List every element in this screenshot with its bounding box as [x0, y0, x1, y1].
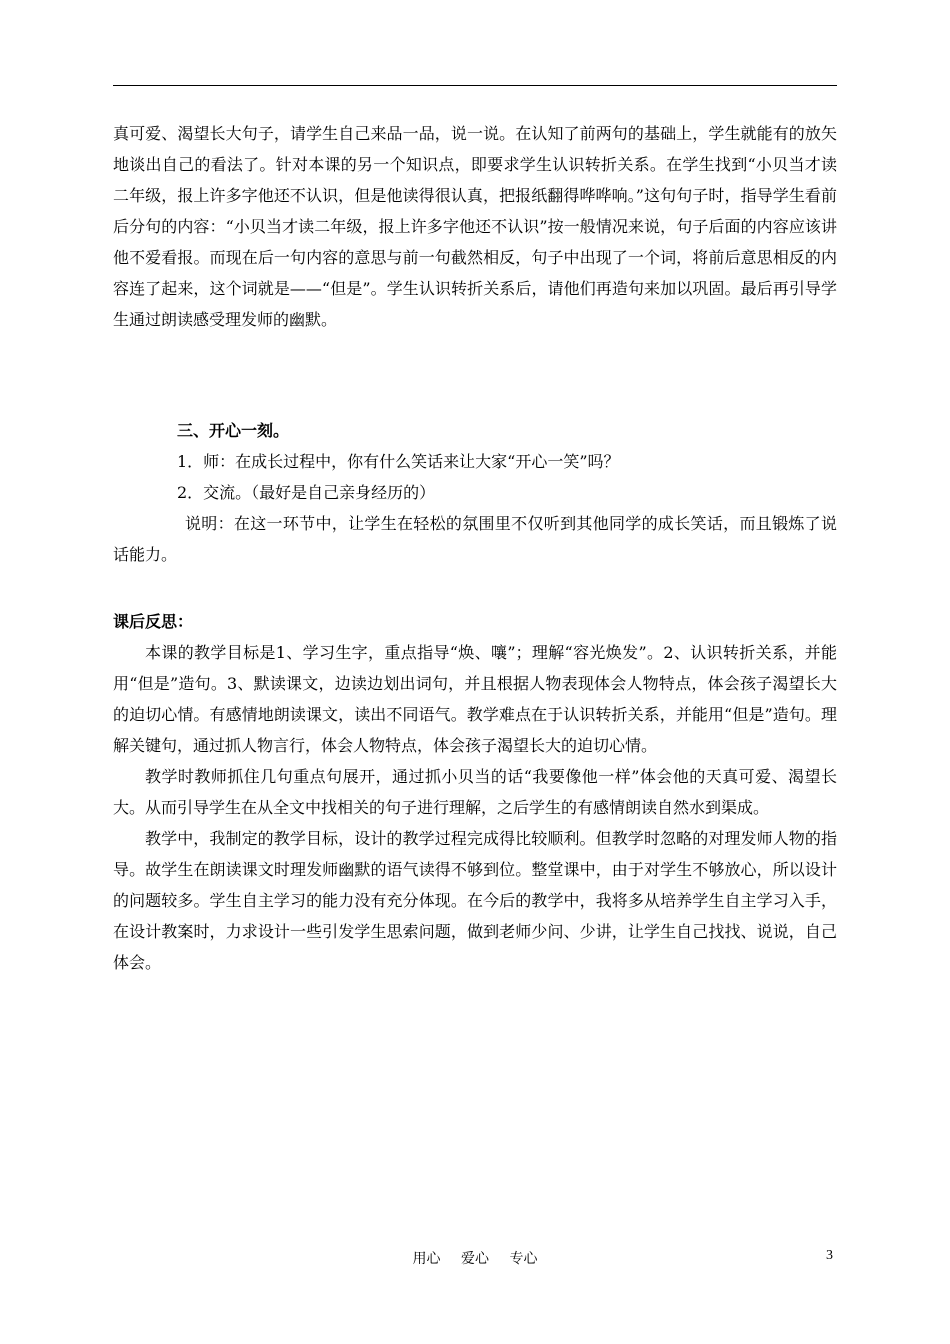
reflection-paragraph: 本课的教学目标是1、学习生字，重点指导“焕、嚷”；理解“容光焕发”。2、认识转折关系，并能用“但是”造句。3、默读课文，边读边划出词句，并且根据人物表现体会人物特点，体会孩子渴望长大的迫切心情。有感情地朗读课文，读出不同语气。教学难点在于认识转折关系，并能用“但是”造句。理解关键句，通过抓人物言行，体会人物特点，体会孩子渴望长大的迫切心情。	[113, 643, 837, 755]
list-item: 1．师：在成长过程中，你有什么笑话来让大家“开心一笑”吗？	[177, 452, 620, 471]
list-item: 2．交流。（最好是自己亲身经历的）	[177, 483, 436, 502]
paragraph-continued: 真可爱、渴望长大句子，请学生自己来品一品，说一说。在认知了前两句的基础上，学生就能有的放矢地谈出自己的看法了。针对本课的另一个知识点，即要求学生认识转折关系。在学生找到“小贝当才读二年级，报上许多字他还不认识，但是他读得很认真，把报纸翻得哗哗响。”这句句子时，指导学生看前后分句的内容：“小贝当才读二年级，报上许多字他还不认识”按一般情况来说，句子后面的内容应该讲他不爱看报。而现在后一句内容的意思与前一句截然相反，句子中出现了一个词，将前后意思相反的内容连了起来，这个词就是——“但是”。学生认识转折关系后，请他们再造句来加以巩固。最后再引导学生通过朗读感受理发师的幽默。	[113, 124, 837, 329]
reflection-paragraph: 教学时教师抓住几句重点句展开，通过抓小贝当的话“我要像他一样”体会他的天真可爱、渴望长大。从而引导学生在从全文中找相关的句子进行理解，之后学生的有感情朗读自然水到渠成。	[113, 767, 837, 817]
reflection-paragraph: 教学中，我制定的教学目标，设计的教学过程完成得比较顺利。但教学时忽略的对理发师人物的指导。故学生在朗读课文时理发师幽默的语气读得不够到位。整堂课中，由于对学生不够放心，所以设计的问题较多。学生自主学习的能力没有充分体现。在今后的教学中，我将多从培养学生自主学习入手，在设计教案时，力求设计一些引发学生思索问题，做到老师少问、少讲，让学生自己找找、说说，自己体会。	[113, 829, 837, 972]
reflection-heading: 课后反思：	[113, 612, 194, 631]
section-heading: 三、开心一刻。	[177, 421, 290, 440]
document-body	[113, 118, 837, 978]
header-rule	[113, 85, 837, 86]
footer-motto	[0, 1248, 950, 1268]
page-number: 3	[826, 1248, 833, 1263]
explanation-paragraph: 说明：在这一环节中，让学生在轻松的氛围里不仅听到其他同学的成长笑话，而且锻炼了说话能力。	[113, 514, 837, 564]
footer-word: 用心	[412, 1251, 441, 1267]
footer-word: 爱心	[461, 1251, 489, 1267]
footer-word: 专心	[509, 1251, 538, 1267]
